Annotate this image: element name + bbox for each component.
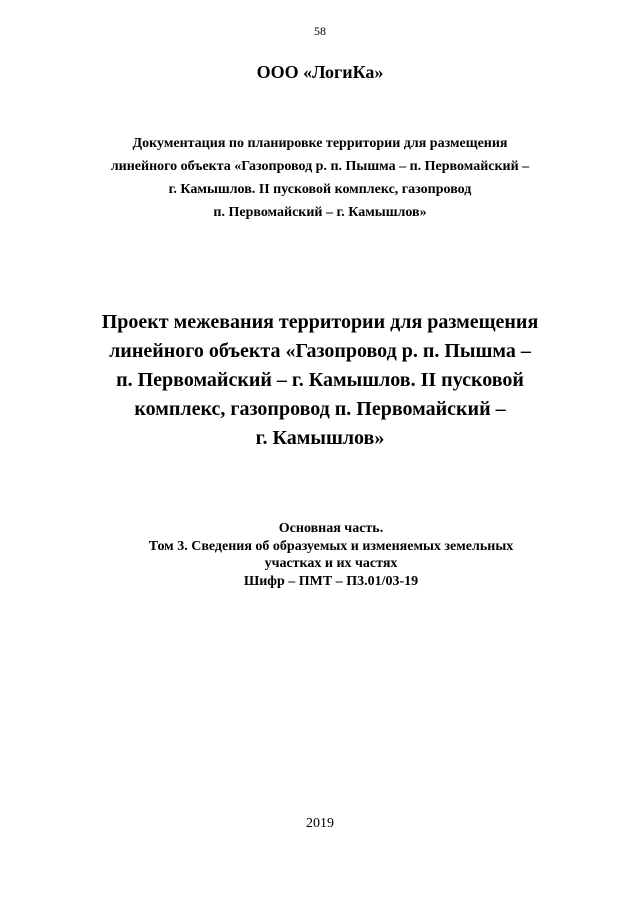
section-cipher: Шифр – ПМТ – П3.01/03-19 [243,573,419,589]
documentation-title [0,132,640,224]
project-title-line: г. Камышлов» [255,427,385,449]
section-volume-line-2: участках и их частях [264,556,398,571]
section-info [0,520,640,590]
project-title-line: комплекс, газопровод п. Первомайский – [134,398,506,420]
documentation-title-line: линейного объекта «Газопровод р. п. Пышма – п. Первомайский – [110,159,530,174]
section-volume-line-1: Том 3. Сведения об образуемых и изменяемых земельных [148,538,514,554]
document-year: 2019 [306,816,334,831]
project-title-line: линейного объекта «Газопровод р. п. Пышма – [109,340,531,362]
section-part: Основная часть. [278,521,384,536]
documentation-title-line: Документация по планировке территории для размещения [132,136,508,151]
project-title-line: Проект межевания территории для размещения [101,311,539,333]
page-number: 58 [314,24,326,38]
documentation-title-line: п. Первомайский – г. Камышлов» [213,205,427,220]
project-title [0,308,640,453]
project-title-line: п. Первомайский – г. Камышлов. II пусковой [116,369,524,391]
company-name: ООО «ЛогиКа» [256,62,384,82]
documentation-title-line: г. Камышлов. II пусковой комплекс, газопровод [168,182,472,197]
